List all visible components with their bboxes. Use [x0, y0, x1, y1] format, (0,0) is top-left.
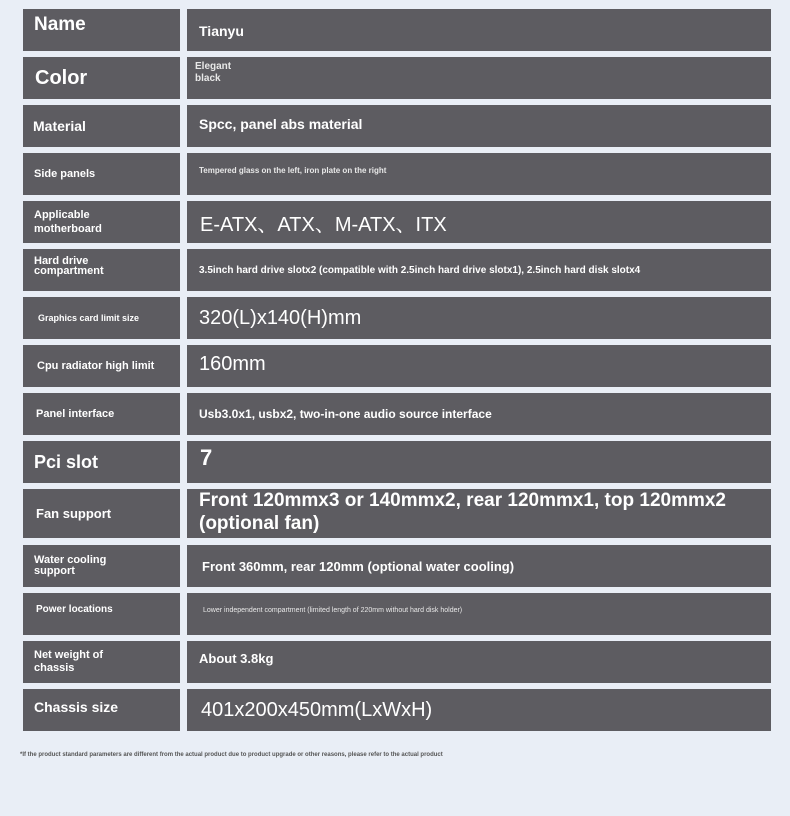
- disclaimer-footnote: *If the product standard parameters are different from the actual product due to product upgrade or other reasons, please refer to the actual product: [20, 752, 443, 758]
- spec-label: Graphics card limit size: [23, 297, 180, 339]
- spec-row-pci-slot: [0, 441, 790, 483]
- spec-row-net-weight: [0, 641, 790, 683]
- spec-row-motherboard: [0, 201, 790, 243]
- spec-value: 401x200x450mm(LxWxH): [187, 689, 771, 731]
- spec-row-power: [0, 593, 790, 635]
- spec-label: Water cooling support: [23, 545, 180, 587]
- spec-row-hard-drive: [0, 249, 790, 291]
- spec-value: E-ATX、ATX、M-ATX、ITX: [187, 201, 771, 243]
- spec-value: 320(L)x140(H)mm: [187, 297, 771, 339]
- spec-label: Cpu radiator high limit: [23, 345, 180, 387]
- spec-label: Side panels: [23, 153, 180, 195]
- spec-row-panel-interface: [0, 393, 790, 435]
- spec-label: Chassis size: [23, 689, 180, 731]
- spec-label: Panel interface: [23, 393, 180, 435]
- spec-value: 7: [187, 441, 771, 483]
- spec-row-name: [0, 9, 790, 51]
- spec-row-cpu-limit: [0, 345, 790, 387]
- spec-value: About 3.8kg: [187, 641, 771, 683]
- spec-value: Tianyu: [187, 9, 771, 51]
- spec-label: Fan support: [23, 489, 180, 538]
- spec-row-chassis-size: [0, 689, 790, 731]
- spec-row-color: [0, 57, 790, 99]
- spec-row-material: [0, 105, 790, 147]
- spec-row-gpu-limit: [0, 297, 790, 339]
- spec-value: Lower independent compartment (limited length of 220mm without hard disk holder): [187, 593, 771, 635]
- spec-value: Spcc, panel abs material: [187, 105, 771, 147]
- spec-label: Pci slot: [23, 441, 180, 483]
- spec-row-fan-support: [0, 489, 790, 538]
- spec-label: Color: [23, 57, 180, 99]
- spec-label: Material: [23, 105, 180, 147]
- spec-value: 3.5inch hard drive slotx2 (compatible with 2.5inch hard drive slotx1), 2.5inch hard disk slotx4: [187, 249, 771, 291]
- spec-value: Elegant black: [187, 57, 771, 99]
- spec-value: 160mm: [187, 345, 771, 387]
- spec-label: Hard drive compartment: [23, 249, 180, 291]
- spec-label: Name: [23, 9, 180, 51]
- spec-row-water-cooling: [0, 545, 790, 587]
- spec-label: Power locations: [23, 593, 180, 635]
- spec-row-side-panels: [0, 153, 790, 195]
- spec-value: Tempered glass on the left, iron plate on the right: [187, 153, 771, 195]
- spec-value: Usb3.0x1, usbx2, two-in-one audio source interface: [187, 393, 771, 435]
- spec-value: Front 120mmx3 or 140mmx2, rear 120mmx1, top 120mmx2 (optional fan): [187, 489, 771, 538]
- spec-label: Applicable motherboard: [23, 201, 180, 243]
- spec-label: Net weight of chassis: [23, 641, 180, 683]
- spec-value: Front 360mm, rear 120mm (optional water cooling): [187, 545, 771, 587]
